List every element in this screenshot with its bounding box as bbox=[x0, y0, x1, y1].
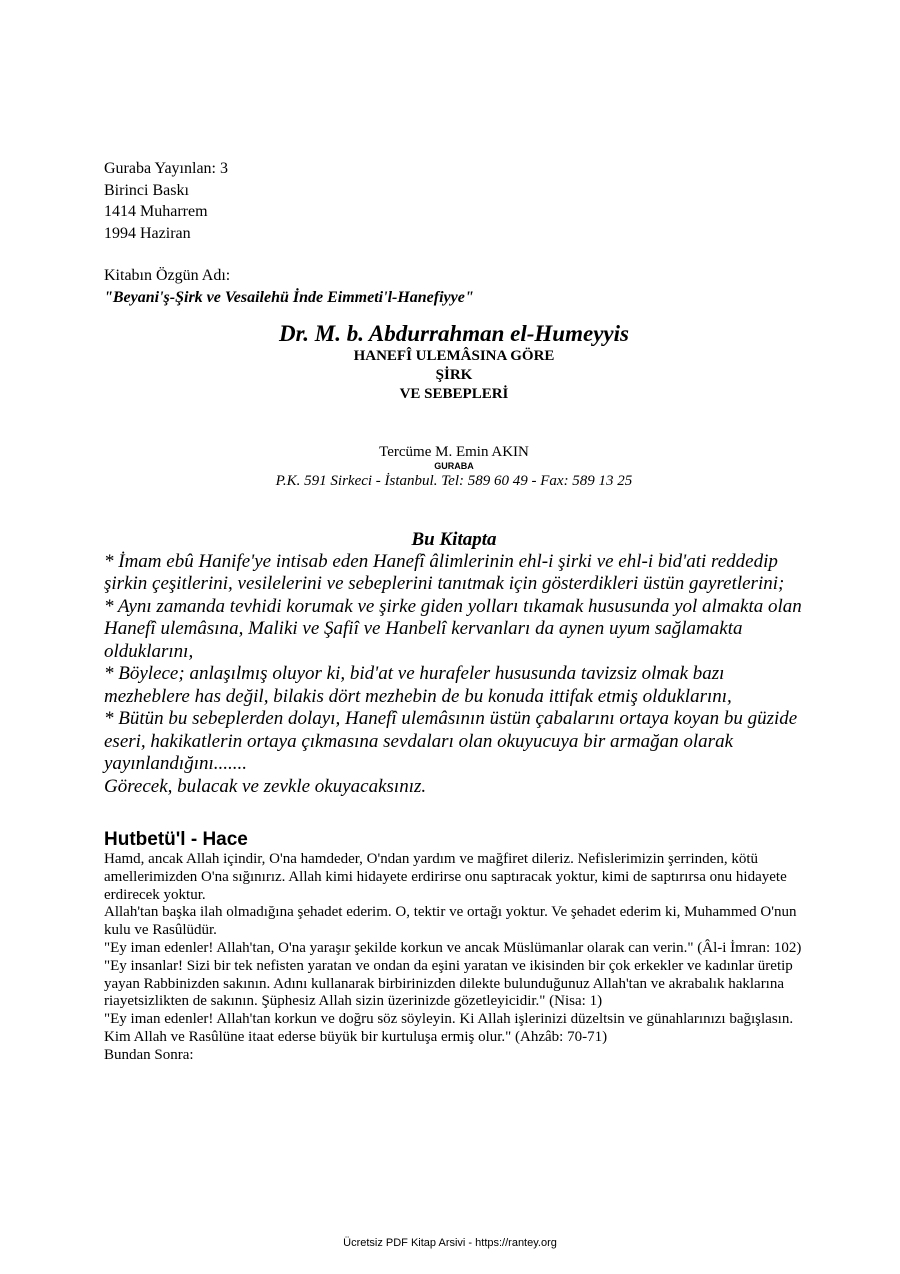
hutbe-paragraph: "Ey iman edenler! Allah'tan korkun ve doğru söz söyleyin. Ki Allah işlerinizi düzeltsin ve günahlarınızı bağışlasın. Kim Allah ve Rasûlüne itaat ederse büyük bir kurtuluşa ermiş olur." (Ahzâb: 70-71) bbox=[104, 1011, 794, 1045]
book-title-line: HANEFÎ ULEMÂSINA GÖRE bbox=[353, 347, 555, 364]
summary-paragraph: * Böylece; anlaşılmış oluyor ki, bid'at ve hurafeler hususunda tavizsiz olmak bazı mezheblere has değil, bilakis dört mezhebin de bu konuda ittifak etmiş olduklarını, bbox=[104, 663, 732, 707]
translator-line: Tercüme M. Emin AKIN bbox=[379, 443, 529, 460]
publisher-address: P.K. 591 Sirkeci - İstanbul. Tel: 589 60 49 - Fax: 589 13 25 bbox=[275, 472, 633, 489]
summary-paragraph: Görecek, bulacak ve zevkle okuyacaksınız. bbox=[104, 775, 427, 797]
hijri-date-line: 1414 Muharrem bbox=[104, 203, 208, 220]
summary-heading: Bu Kitapta bbox=[411, 528, 497, 550]
edition-line: Birinci Baskı bbox=[104, 181, 189, 199]
publication-info bbox=[104, 158, 804, 308]
hutbe-paragraph: "Ey iman edenler! Allah'tan, O'na yaraşır şekilde korkun ve ancak Müslümanlar olarak can verin." (Âl-i İmran: 102) bbox=[104, 939, 802, 956]
date-line: 1994 Haziran bbox=[104, 224, 191, 242]
hutbe-section bbox=[104, 851, 804, 1065]
footer-text: Ücretsiz PDF Kitap Arsivi - https://rantey.org bbox=[343, 1237, 557, 1249]
original-title: "Beyani'ş-Şirk ve Vesailehü İnde Eimmeti'l-Hanefiyye" bbox=[104, 288, 474, 306]
hutbe-paragraph: Hamd, ancak Allah içindir, O'na hamdeder, O'ndan yardım ve mağfiret dileriz. Nefislerimizin şerrinden, kötü amellerimizden O'na sığınırız. Allah kimi hidayete erdirirse onu saptıracak yoktur, kimi de saptırırsa onu hidayete erdirecek yoktur. bbox=[104, 851, 787, 903]
summary-section bbox=[104, 551, 804, 799]
series-line: Guraba Yayınlan: 3 bbox=[104, 160, 228, 177]
summary-paragraph: * İmam ebû Hanife'ye intisab eden Hanefî âlimlerinin ehl-i şirki ve ehl-i bid'ati reddedip şirkin çeşitlerini, vesilelerini ve sebeplerini tanıtmak için gösterdikleri üstün gayretlerini; bbox=[104, 550, 785, 594]
hutbe-paragraph: "Ey insanlar! Sizi bir tek nefisten yaratan ve ondan da eşini yaratan ve ikisinden bir çok erkekler ve kadınlar üretip yayan Rabbinizden sakının. Adını kullanarak birbirinizden dilekte bulunduğunuz Allah'tan ve akrabalık haklarına riayetsizlikten de sakının. Şüphesiz Allah sizin üzerinizde gözetleyicidir." (Nisa: 1) bbox=[104, 957, 793, 1010]
book-title-line: VE SEBEPLERİ bbox=[399, 385, 509, 402]
author-name: Dr. M. b. Abdurrahman el-Humeyyis bbox=[279, 320, 629, 346]
book-title bbox=[104, 347, 804, 404]
hutbe-paragraph: Bundan Sonra: bbox=[104, 1046, 194, 1063]
summary-paragraph: * Aynı zamanda tevhidi korumak ve şirke giden yolları tıkamak hususunda yol almakta olan Hanefî ulemâsına, Maliki ve Şafiî ve Hanbelî kervanları da aynen uyum sağlamakta olduklarını, bbox=[104, 595, 802, 662]
original-title-label: Kitabın Özgün Adı: bbox=[104, 267, 231, 284]
hutbe-heading: Hutbetü'l - Hace bbox=[104, 829, 248, 850]
book-title-line: ŞİRK bbox=[435, 366, 473, 383]
document-page bbox=[104, 158, 804, 1065]
summary-paragraph: * Bütün bu sebeplerden dolayı, Hanefî ulemâsının üstün çabalarını ortaya koyan bu güzide eseri, hakikatlerin ortaya çıkmasına sevdaları olan okuyucuya bir armağan olarak yayınlandığını....... bbox=[104, 708, 798, 774]
hutbe-paragraph: Allah'tan başka ilah olmadığına şehadet ederim. O, tektir ve ortağı yoktur. Ve şehadet ederim ki, Muhammed O'nun kulu ve Rasûlüdür. bbox=[104, 904, 797, 939]
publisher-name: GURABA bbox=[434, 460, 474, 471]
